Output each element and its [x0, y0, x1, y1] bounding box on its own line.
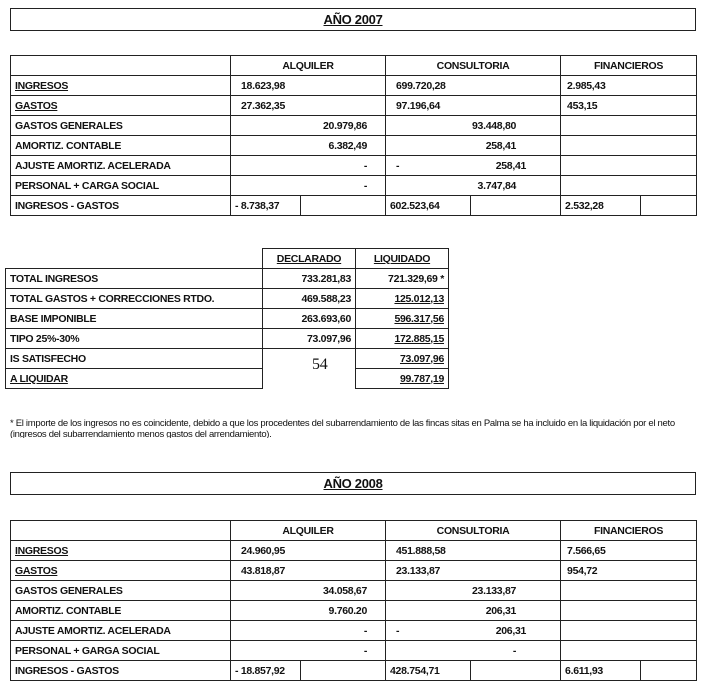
financieros-cell [561, 136, 697, 156]
alquiler-cell [231, 641, 386, 661]
alquiler-total: - 18.857,92 [231, 661, 301, 681]
alquiler-subvalue: - [363, 159, 368, 172]
consultoria-subvalue: 206,31 [495, 624, 527, 637]
row-label: TOTAL GASTOS + CORRECCIONES RTDO. [6, 289, 263, 309]
table-row [6, 269, 449, 289]
financieros-cell [561, 621, 697, 641]
financieros-cell [561, 561, 697, 581]
alquiler-subvalue: 20.979,86 [323, 119, 368, 132]
header-row [11, 521, 697, 541]
consultoria-cell [386, 116, 561, 136]
consultoria-subvalue: 206,31 [485, 604, 517, 617]
row-label: INGRESOS - GASTOS [11, 196, 231, 216]
page-number: 54 [312, 356, 328, 373]
liquidado-value: 73.097,96 [356, 349, 449, 369]
consultoria-subvalue: 23.133,87 [472, 584, 517, 597]
header-alquiler: ALQUILER [231, 56, 386, 76]
row-label: BASE IMPONIBLE [6, 309, 263, 329]
table-row [6, 289, 449, 309]
alquiler-cell [231, 541, 386, 561]
table-row [11, 76, 697, 96]
empty-cell [471, 196, 561, 216]
consultoria-cell [386, 581, 561, 601]
row-label: TIPO 25%-30% [6, 329, 263, 349]
year-2007-table [10, 55, 697, 216]
financieros-cell [561, 156, 697, 176]
year-2008-table [10, 520, 697, 681]
row-label: PERSONAL + CARGA SOCIAL [11, 176, 231, 196]
corner-cell [11, 521, 231, 541]
consultoria-value: - [396, 159, 400, 172]
empty-cell [641, 661, 697, 681]
consultoria-subvalue: 3.747,84 [477, 179, 517, 192]
table-row [6, 309, 449, 329]
row-label: GASTOS [11, 561, 231, 581]
footnote: * El importe de los ingresos no es coincidente, debido a que los procedentes del subarrendamiento de las fincas sitas en Palma se ha incluido en la liquidación por el neto (ingresos del subarrendamiento menos gastos del arrendamiento). [10, 418, 675, 438]
header-row [11, 56, 697, 76]
blank-cell [6, 249, 263, 269]
table-row [11, 116, 697, 136]
alquiler-cell [231, 581, 386, 601]
table-row [11, 156, 697, 176]
row-label: TOTAL INGRESOS [6, 269, 263, 289]
consultoria-cell [386, 136, 561, 156]
financieros-total: 6.611,93 [561, 661, 641, 681]
consultoria-cell [386, 76, 561, 96]
header-financieros: FINANCIEROS [561, 521, 697, 541]
declarado-cell [263, 349, 356, 369]
row-label: A LIQUIDAR [6, 369, 263, 389]
total-row [11, 196, 697, 216]
alquiler-cell [231, 561, 386, 581]
consultoria-cell [386, 641, 561, 661]
row-label: AJUSTE AMORTIZ. ACELERADA [11, 156, 231, 176]
table-row [11, 561, 697, 581]
financieros-value: 954,72 [567, 564, 598, 577]
consultoria-value: 451.888,58 [396, 544, 446, 557]
alquiler-cell [231, 156, 386, 176]
consultoria-subvalue: 258,41 [485, 139, 517, 152]
financieros-cell [561, 641, 697, 661]
alquiler-subvalue: 6.382,49 [328, 139, 368, 152]
alquiler-total: - 8.738,37 [231, 196, 301, 216]
table-row [11, 176, 697, 196]
financieros-value: 2.985,43 [567, 79, 606, 92]
row-label: AMORTIZ. CONTABLE [11, 136, 231, 156]
row-label: GASTOS GENERALES [11, 581, 231, 601]
declarado-value: 733.281,83 [263, 269, 356, 289]
table-row [11, 601, 697, 621]
alquiler-value: 18.623,98 [241, 79, 286, 92]
financieros-value: 453,15 [567, 99, 598, 112]
alquiler-subvalue: 9.760.20 [328, 604, 368, 617]
header-alquiler: ALQUILER [231, 521, 386, 541]
financieros-cell [561, 541, 697, 561]
alquiler-subvalue: - [363, 179, 368, 192]
alquiler-cell [231, 621, 386, 641]
row-label: GASTOS [11, 96, 231, 116]
consultoria-cell [386, 621, 561, 641]
consultoria-value: - [396, 624, 400, 637]
financieros-cell [561, 176, 697, 196]
empty-cell [471, 661, 561, 681]
liquidado-value: 596.317,56 [356, 309, 449, 329]
row-label: PERSONAL + GARGA SOCIAL [11, 641, 231, 661]
consultoria-cell [386, 601, 561, 621]
summary-table [5, 248, 449, 389]
consultoria-cell [386, 156, 561, 176]
declarado-value: 469.588,23 [263, 289, 356, 309]
table-row [11, 641, 697, 661]
table-row [11, 541, 697, 561]
row-label: INGRESOS [11, 76, 231, 96]
alquiler-cell [231, 76, 386, 96]
financieros-cell [561, 76, 697, 96]
financieros-total: 2.532,28 [561, 196, 641, 216]
consultoria-total: 602.523,64 [386, 196, 471, 216]
alquiler-subvalue: - [363, 624, 368, 637]
financieros-cell [561, 581, 697, 601]
liquidado-value: 721.329,69 * [356, 269, 449, 289]
alquiler-subvalue: - [363, 644, 368, 657]
alquiler-cell [231, 136, 386, 156]
empty-cell [641, 196, 697, 216]
consultoria-cell [386, 96, 561, 116]
liquidado-value: 99.787,19 [356, 369, 449, 389]
table-row [6, 349, 449, 369]
empty-cell [301, 661, 386, 681]
alquiler-value: 27.362,35 [241, 99, 286, 112]
header-consultoria: CONSULTORIA [386, 521, 561, 541]
year-2008-title [10, 472, 696, 495]
header-consultoria: CONSULTORIA [386, 56, 561, 76]
table-row [11, 96, 697, 116]
consultoria-cell [386, 176, 561, 196]
empty-cell [301, 196, 386, 216]
header-liquidado: LIQUIDADO [356, 249, 449, 269]
table-row [11, 621, 697, 641]
row-label: INGRESOS [11, 541, 231, 561]
declarado-value: 73.097,96 [263, 329, 356, 349]
table-row [6, 329, 449, 349]
alquiler-cell [231, 176, 386, 196]
table-row [11, 136, 697, 156]
consultoria-cell [386, 561, 561, 581]
financieros-cell [561, 601, 697, 621]
alquiler-cell [231, 601, 386, 621]
corner-cell [11, 56, 231, 76]
declarado-value: 263.693,60 [263, 309, 356, 329]
liquidado-value: 125.012,13 [356, 289, 449, 309]
financieros-cell [561, 116, 697, 136]
alquiler-subvalue: 34.058,67 [323, 584, 368, 597]
alquiler-cell [231, 116, 386, 136]
table-row [6, 369, 449, 389]
liquidado-value: 172.885,15 [356, 329, 449, 349]
consultoria-total: 428.754,71 [386, 661, 471, 681]
alquiler-value: 24.960,95 [241, 544, 286, 557]
consultoria-value: 97.196,64 [396, 99, 441, 112]
alquiler-value: 43.818,87 [241, 564, 286, 577]
header-row [6, 249, 449, 269]
row-label: INGRESOS - GASTOS [11, 661, 231, 681]
row-label: GASTOS GENERALES [11, 116, 231, 136]
consultoria-subvalue: - [512, 644, 517, 657]
financieros-value: 7.566,65 [567, 544, 606, 557]
row-label: IS SATISFECHO [6, 349, 263, 369]
alquiler-cell [231, 96, 386, 116]
table-row [11, 581, 697, 601]
consultoria-subvalue: 258,41 [495, 159, 527, 172]
financieros-cell [561, 96, 697, 116]
total-row [11, 661, 697, 681]
year-2008-title-text: AÑO 2008 [323, 476, 383, 491]
row-label: AJUSTE AMORTIZ. ACELERADA [11, 621, 231, 641]
header-declarado: DECLARADO [263, 249, 356, 269]
consultoria-value: 23.133,87 [396, 564, 441, 577]
header-financieros: FINANCIEROS [561, 56, 697, 76]
consultoria-value: 699.720,28 [396, 79, 446, 92]
consultoria-subvalue: 93.448,80 [472, 119, 517, 132]
declarado-cell [263, 369, 356, 389]
year-2007-title-text: AÑO 2007 [323, 12, 383, 27]
year-2007-title [10, 8, 696, 31]
consultoria-cell [386, 541, 561, 561]
row-label: AMORTIZ. CONTABLE [11, 601, 231, 621]
